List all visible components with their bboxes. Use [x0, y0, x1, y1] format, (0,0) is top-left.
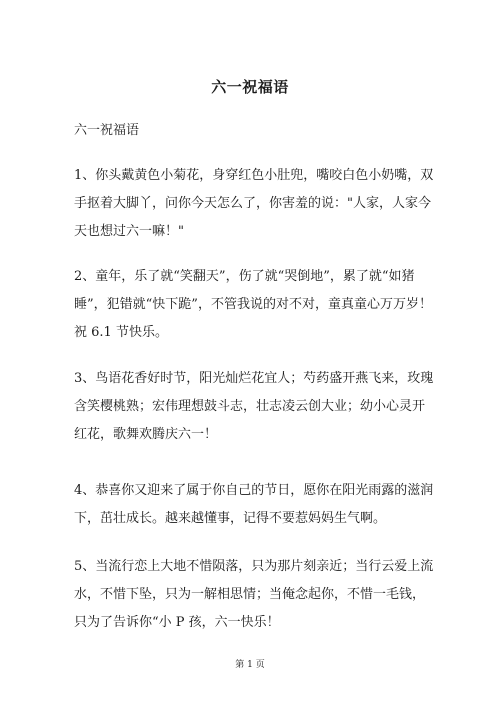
text-line: 水，不惜下坠，只为一解相思情；当俺念起你，不惜一毛钱， [74, 587, 426, 602]
document-title: 六一祝福语 [211, 78, 289, 96]
page-number: 第 1 页 [235, 660, 265, 670]
text-line: 含笑樱桃熟；宏伟理想鼓斗志，壮志凌云创大业；幼小心灵开 [74, 399, 426, 414]
blessing-item-1 [74, 162, 434, 246]
text-line: 5、当流行恋上大地不惜陨落，只为那片刻亲近；当行云爱上流 [74, 559, 434, 574]
text-line: 2、童年，乐了就“笑翻天”，伤了就“哭倒地”，累了就“如猪 [74, 269, 415, 284]
text-line: 睡”，犯错就“快下跪”，不管我说的对不对，童真童心万万岁！ [74, 297, 432, 312]
text-line: 祝 6.1 节快乐。 [74, 325, 168, 340]
text-line: 下，茁壮成长。越来越懂事，记得不要惹妈妈生气啊。 [74, 511, 387, 526]
text-line: 4、恭喜你又迎来了属于你自己的节日，愿你在阳光雨露的滋润 [74, 483, 434, 498]
text-line: 1、你头戴黄色小菊花，身穿红色小肚兜，嘴咬白色小奶嘴，双 [74, 168, 434, 183]
text-line: 只为了告诉你“小 P 孩，六一快乐！ [74, 615, 280, 630]
blessing-item-2 [74, 263, 434, 347]
text-line: 手抠着大脚丫，问你今天怎么了，你害羞的说："人家，人家今 [74, 196, 431, 211]
text-line: 3、鸟语花香好时节，阳光灿烂花宜人；芍药盛开燕飞来，玫瑰 [74, 371, 434, 386]
text-line: 红花，歌舞欢腾庆六一！ [74, 427, 218, 442]
text-line: 天也想过六一嘛！" [74, 224, 184, 239]
blessing-item-3 [74, 365, 434, 449]
document-subtitle: 六一祝福语 [74, 123, 140, 138]
blessing-item-5 [74, 553, 434, 637]
blessing-item-4 [74, 477, 434, 533]
